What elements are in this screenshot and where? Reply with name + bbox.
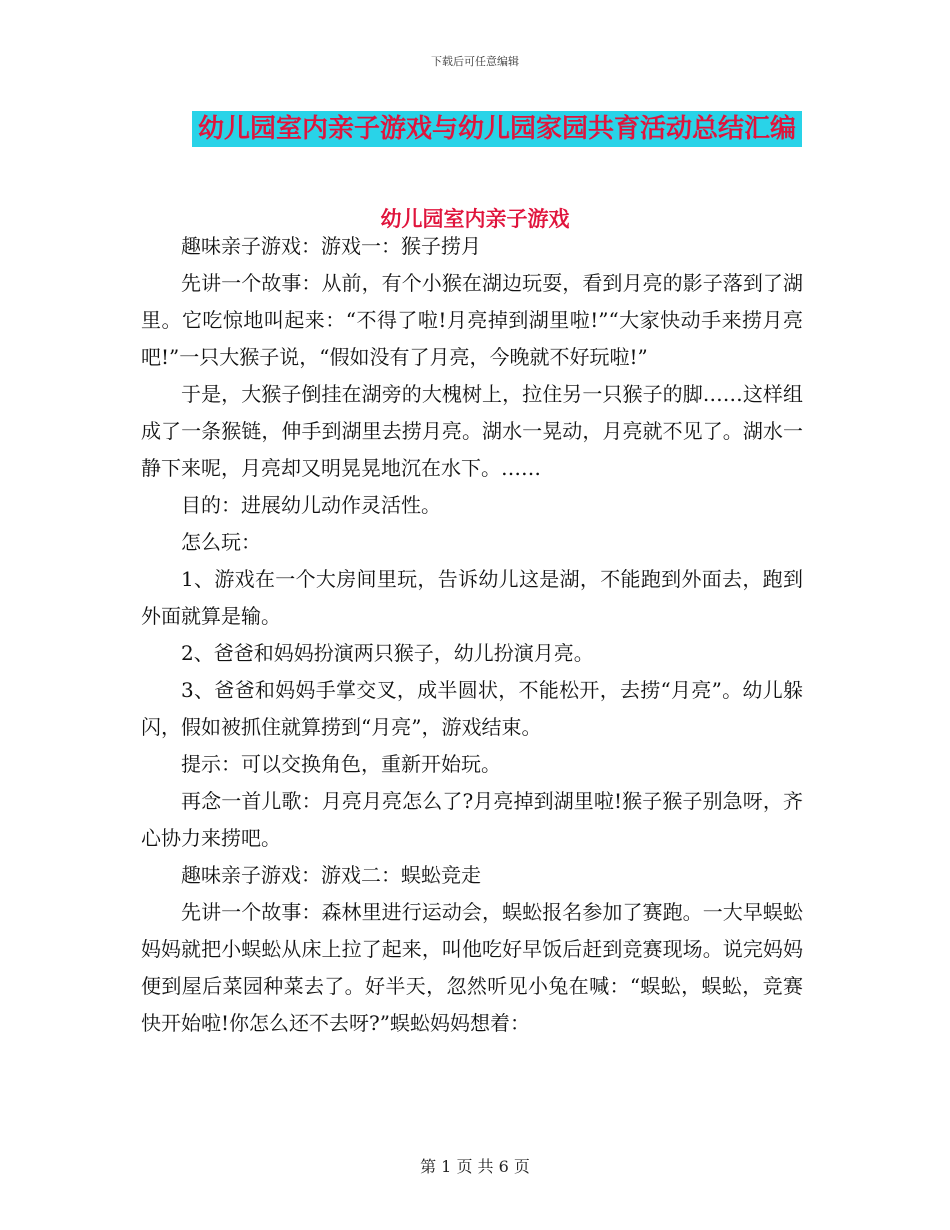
paragraph: 再念一首儿歌：月亮月亮怎么了?月亮掉到湖里啦!猴子猴子别急呀，齐心协力来捞吧。 — [141, 789, 803, 850]
paragraph: 先讲一个故事：森林里进行运动会，蜈蚣报名参加了赛跑。一大早蜈蚣妈妈就把小蜈蚣从床上拉了起来，叫他吃好早饭后赶到竞赛现场。说完妈妈便到屋后菜园种菜去了。好半天，忽然听见小兔在喊：“蜈蚣，蜈蚣，竞赛快开始啦!你怎么还不去呀?”蜈蚣妈妈想着： — [141, 900, 803, 1035]
page-number-footer: 第 1 页 共 6 页 — [420, 1157, 530, 1176]
paragraph: 目的：进展幼儿动作灵活性。 — [181, 493, 441, 517]
page-header-note: 下载后可任意编辑 — [431, 55, 519, 68]
paragraph: 2、爸爸和妈妈扮演两只猴子，幼儿扮演月亮。 — [181, 641, 594, 665]
section-title: 幼儿园室内亲子游戏 — [380, 207, 570, 231]
paragraph: 提示：可以交换角色，重新开始玩。 — [181, 752, 501, 776]
paragraph: 先讲一个故事：从前，有个小猴在湖边玩耍，看到月亮的影子落到了湖里。它吃惊地叫起来：“不得了啦!月亮掉到湖里啦!”“大家快动手来捞月亮吧!”一只大猴子说，“假如没有了月亮，今晚就不好玩啦!” — [141, 271, 803, 369]
document-title: 幼儿园室内亲子游戏与幼儿园家园共育活动总结汇编 — [192, 111, 802, 147]
paragraph: 趣味亲子游戏：游戏一：猴子捞月 — [181, 234, 481, 258]
paragraph: 3、爸爸和妈妈手掌交叉，成半圆状，不能松开，去捞“月亮”。幼儿躲闪，假如被抓住就算捞到“月亮”，游戏结束。 — [141, 678, 803, 739]
paragraph: 于是，大猴子倒挂在湖旁的大槐树上，拉住另一只猴子的脚……这样组成了一条猴链，伸手到湖里去捞月亮。湖水一晃动，月亮就不见了。湖水一静下来呢，月亮却又明晃晃地沉在水下。…… — [141, 382, 803, 480]
body-text — [141, 228, 803, 1042]
paragraph: 怎么玩： — [181, 530, 261, 554]
paragraph: 趣味亲子游戏：游戏二：蜈蚣竞走 — [181, 863, 481, 887]
paragraph: 1、游戏在一个大房间里玩，告诉幼儿这是湖，不能跑到外面去，跑到外面就算是输。 — [141, 567, 803, 628]
